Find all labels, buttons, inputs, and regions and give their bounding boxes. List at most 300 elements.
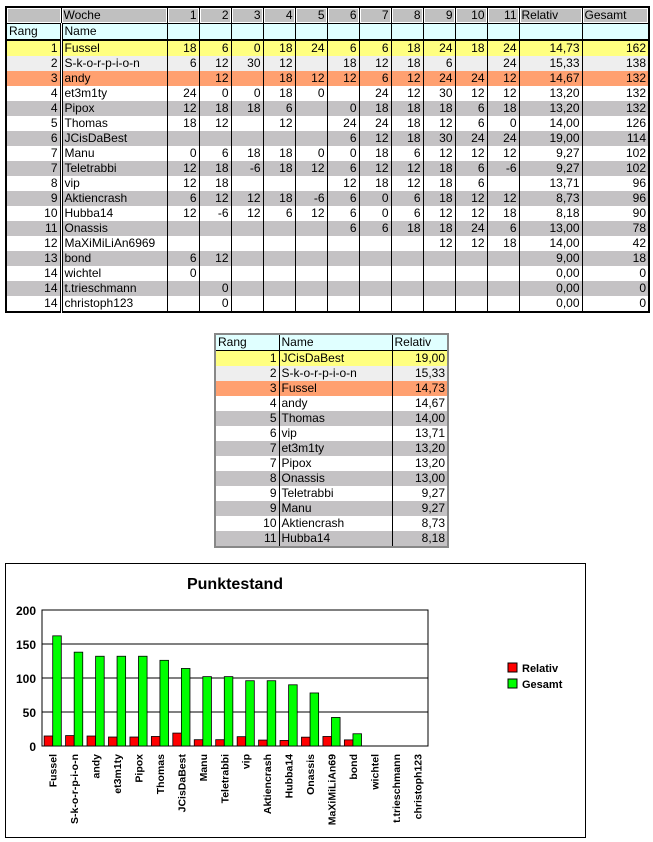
week-5-cell[interactable] bbox=[295, 236, 327, 251]
gesamt-cell[interactable]: 102 bbox=[582, 161, 649, 176]
week-2-cell[interactable]: 12 bbox=[199, 251, 231, 266]
week-2-cell[interactable]: 12 bbox=[199, 56, 231, 71]
week-8-cell[interactable]: 18 bbox=[391, 56, 423, 71]
week-10-cell[interactable]: 6 bbox=[455, 101, 487, 116]
week-3-cell[interactable]: 0 bbox=[231, 40, 263, 56]
week-2-cell[interactable]: -6 bbox=[199, 206, 231, 221]
week-2-cell[interactable] bbox=[199, 266, 231, 281]
week-4-cell[interactable]: 18 bbox=[263, 86, 295, 101]
week-7-cell[interactable]: 0 bbox=[359, 206, 391, 221]
week-1-cell[interactable] bbox=[167, 236, 199, 251]
week-7-cell[interactable]: 6 bbox=[359, 71, 391, 86]
relativ-cell[interactable]: 8,73 bbox=[519, 191, 582, 206]
relativ-cell[interactable]: 13,20 bbox=[519, 86, 582, 101]
name-cell[interactable]: JCisDaBest bbox=[61, 131, 167, 146]
week-1-cell[interactable]: 6 bbox=[167, 191, 199, 206]
relativ-cell[interactable]: 13,00 bbox=[519, 221, 582, 236]
week-7-cell[interactable]: 24 bbox=[359, 86, 391, 101]
week-4-cell[interactable] bbox=[263, 236, 295, 251]
week-3-cell[interactable] bbox=[231, 221, 263, 236]
week-2-cell[interactable]: 0 bbox=[199, 281, 231, 296]
week-6-cell[interactable] bbox=[327, 266, 359, 281]
week-4-cell[interactable]: 12 bbox=[263, 56, 295, 71]
header-empty[interactable] bbox=[231, 24, 263, 41]
relativ-cell[interactable]: 14,67 bbox=[519, 71, 582, 86]
name-cell[interactable]: Thomas bbox=[61, 116, 167, 131]
relativ-cell[interactable]: 9,27 bbox=[392, 486, 448, 501]
week-6-cell[interactable] bbox=[327, 251, 359, 266]
week-10-cell[interactable]: 6 bbox=[455, 161, 487, 176]
week-7-cell[interactable]: 6 bbox=[359, 40, 391, 56]
week-1-cell[interactable]: 0 bbox=[167, 146, 199, 161]
week-8-cell[interactable]: 18 bbox=[391, 131, 423, 146]
header-name[interactable]: Name bbox=[61, 24, 167, 41]
relativ-cell[interactable]: 9,00 bbox=[519, 251, 582, 266]
header-week-11[interactable]: 11 bbox=[487, 7, 519, 24]
week-5-cell[interactable] bbox=[295, 131, 327, 146]
rang-cell[interactable]: 2 bbox=[6, 56, 61, 71]
relativ-cell[interactable]: 0,00 bbox=[519, 296, 582, 312]
week-5-cell[interactable] bbox=[295, 56, 327, 71]
name-cell[interactable]: MaXiMiLiAn6969 bbox=[61, 236, 167, 251]
week-6-cell[interactable]: 6 bbox=[327, 40, 359, 56]
week-6-cell[interactable] bbox=[327, 86, 359, 101]
gesamt-cell[interactable]: 162 bbox=[582, 40, 649, 56]
relativ-cell[interactable]: 14,67 bbox=[392, 396, 448, 411]
week-4-cell[interactable]: 18 bbox=[263, 146, 295, 161]
header-week-2[interactable]: 2 bbox=[199, 7, 231, 24]
week-2-cell[interactable]: 6 bbox=[199, 40, 231, 56]
name-cell[interactable]: wichtel bbox=[61, 266, 167, 281]
rang-cell[interactable]: 3 bbox=[6, 71, 61, 86]
header-relativ[interactable]: Relativ bbox=[392, 334, 448, 351]
week-10-cell[interactable]: 18 bbox=[455, 40, 487, 56]
rang-cell[interactable]: 8 bbox=[215, 471, 279, 486]
week-7-cell[interactable] bbox=[359, 251, 391, 266]
week-9-cell[interactable]: 18 bbox=[423, 176, 455, 191]
week-9-cell[interactable] bbox=[423, 251, 455, 266]
name-cell[interactable]: t.trieschmann bbox=[61, 281, 167, 296]
rang-cell[interactable]: 8 bbox=[6, 176, 61, 191]
name-cell[interactable]: Aktiencrash bbox=[279, 516, 392, 531]
week-7-cell[interactable]: 18 bbox=[359, 101, 391, 116]
week-3-cell[interactable]: -6 bbox=[231, 161, 263, 176]
rang-cell[interactable]: 11 bbox=[6, 221, 61, 236]
week-4-cell[interactable]: 18 bbox=[263, 40, 295, 56]
week-2-cell[interactable]: 12 bbox=[199, 116, 231, 131]
gesamt-cell[interactable]: 78 bbox=[582, 221, 649, 236]
rang-cell[interactable]: 6 bbox=[215, 426, 279, 441]
week-5-cell[interactable] bbox=[295, 281, 327, 296]
week-3-cell[interactable] bbox=[231, 176, 263, 191]
week-6-cell[interactable]: 0 bbox=[327, 146, 359, 161]
name-cell[interactable]: JCisDaBest bbox=[279, 351, 392, 367]
relativ-cell[interactable]: 0,00 bbox=[519, 266, 582, 281]
week-9-cell[interactable]: 18 bbox=[423, 101, 455, 116]
week-9-cell[interactable] bbox=[423, 281, 455, 296]
week-7-cell[interactable] bbox=[359, 296, 391, 312]
week-1-cell[interactable]: 0 bbox=[167, 266, 199, 281]
name-cell[interactable]: Hubba14 bbox=[279, 531, 392, 547]
week-7-cell[interactable] bbox=[359, 266, 391, 281]
gesamt-cell[interactable]: 96 bbox=[582, 191, 649, 206]
header-empty[interactable] bbox=[263, 24, 295, 41]
header-blank[interactable] bbox=[6, 7, 61, 24]
week-7-cell[interactable]: 0 bbox=[359, 191, 391, 206]
week-7-cell[interactable] bbox=[359, 281, 391, 296]
week-3-cell[interactable]: 0 bbox=[231, 86, 263, 101]
week-4-cell[interactable] bbox=[263, 131, 295, 146]
week-5-cell[interactable] bbox=[295, 251, 327, 266]
relativ-cell[interactable]: 9,27 bbox=[519, 146, 582, 161]
week-3-cell[interactable]: 18 bbox=[231, 101, 263, 116]
week-6-cell[interactable]: 6 bbox=[327, 131, 359, 146]
gesamt-cell[interactable]: 18 bbox=[582, 251, 649, 266]
week-7-cell[interactable]: 6 bbox=[359, 221, 391, 236]
week-11-cell[interactable]: 12 bbox=[487, 146, 519, 161]
week-8-cell[interactable]: 6 bbox=[391, 206, 423, 221]
gesamt-cell[interactable]: 0 bbox=[582, 281, 649, 296]
header-week-1[interactable]: 1 bbox=[167, 7, 199, 24]
week-11-cell[interactable] bbox=[487, 266, 519, 281]
week-11-cell[interactable]: 24 bbox=[487, 56, 519, 71]
week-4-cell[interactable] bbox=[263, 176, 295, 191]
relativ-cell[interactable]: 14,73 bbox=[392, 381, 448, 396]
week-2-cell[interactable]: 0 bbox=[199, 296, 231, 312]
week-3-cell[interactable] bbox=[231, 281, 263, 296]
header-empty[interactable] bbox=[423, 24, 455, 41]
rang-cell[interactable]: 4 bbox=[215, 396, 279, 411]
week-1-cell[interactable]: 12 bbox=[167, 101, 199, 116]
week-5-cell[interactable] bbox=[295, 101, 327, 116]
week-1-cell[interactable]: 24 bbox=[167, 86, 199, 101]
week-11-cell[interactable]: -6 bbox=[487, 161, 519, 176]
week-8-cell[interactable]: 18 bbox=[391, 101, 423, 116]
week-9-cell[interactable]: 18 bbox=[423, 221, 455, 236]
header-empty[interactable] bbox=[487, 24, 519, 41]
week-3-cell[interactable] bbox=[231, 131, 263, 146]
gesamt-cell[interactable]: 132 bbox=[582, 101, 649, 116]
name-cell[interactable]: S-k-o-r-p-i-o-n bbox=[279, 366, 392, 381]
week-5-cell[interactable]: 12 bbox=[295, 206, 327, 221]
week-10-cell[interactable]: 12 bbox=[455, 86, 487, 101]
week-5-cell[interactable]: 24 bbox=[295, 40, 327, 56]
week-6-cell[interactable]: 18 bbox=[327, 56, 359, 71]
week-11-cell[interactable]: 0 bbox=[487, 116, 519, 131]
week-10-cell[interactable]: 6 bbox=[455, 176, 487, 191]
rang-cell[interactable]: 9 bbox=[6, 191, 61, 206]
rang-cell[interactable]: 7 bbox=[215, 441, 279, 456]
name-cell[interactable]: vip bbox=[61, 176, 167, 191]
rang-cell[interactable]: 4 bbox=[6, 101, 61, 116]
header-name[interactable]: Name bbox=[279, 334, 392, 351]
rang-cell[interactable]: 5 bbox=[215, 411, 279, 426]
week-7-cell[interactable]: 12 bbox=[359, 56, 391, 71]
week-9-cell[interactable] bbox=[423, 266, 455, 281]
week-4-cell[interactable]: 18 bbox=[263, 71, 295, 86]
header-empty[interactable] bbox=[167, 24, 199, 41]
header-empty[interactable] bbox=[391, 24, 423, 41]
week-3-cell[interactable]: 12 bbox=[231, 191, 263, 206]
week-9-cell[interactable] bbox=[423, 296, 455, 312]
week-3-cell[interactable] bbox=[231, 251, 263, 266]
week-1-cell[interactable]: 12 bbox=[167, 161, 199, 176]
relativ-cell[interactable]: 14,73 bbox=[519, 40, 582, 56]
gesamt-cell[interactable]: 132 bbox=[582, 71, 649, 86]
rang-cell[interactable]: 7 bbox=[215, 456, 279, 471]
header-week-7[interactable]: 7 bbox=[359, 7, 391, 24]
week-7-cell[interactable]: 12 bbox=[359, 161, 391, 176]
week-8-cell[interactable]: 12 bbox=[391, 86, 423, 101]
week-5-cell[interactable]: 0 bbox=[295, 146, 327, 161]
week-10-cell[interactable] bbox=[455, 251, 487, 266]
week-2-cell[interactable]: 12 bbox=[199, 191, 231, 206]
week-10-cell[interactable] bbox=[455, 266, 487, 281]
gesamt-cell[interactable]: 42 bbox=[582, 236, 649, 251]
week-9-cell[interactable]: 18 bbox=[423, 161, 455, 176]
week-3-cell[interactable] bbox=[231, 296, 263, 312]
week-7-cell[interactable]: 12 bbox=[359, 131, 391, 146]
header-rang[interactable]: Rang bbox=[215, 334, 279, 351]
rang-cell[interactable]: 12 bbox=[6, 236, 61, 251]
week-1-cell[interactable]: 12 bbox=[167, 206, 199, 221]
week-11-cell[interactable] bbox=[487, 296, 519, 312]
name-cell[interactable]: bond bbox=[61, 251, 167, 266]
week-6-cell[interactable]: 12 bbox=[327, 71, 359, 86]
week-4-cell[interactable] bbox=[263, 281, 295, 296]
header-empty[interactable] bbox=[455, 24, 487, 41]
week-6-cell[interactable]: 24 bbox=[327, 116, 359, 131]
week-5-cell[interactable] bbox=[295, 266, 327, 281]
gesamt-cell[interactable]: 0 bbox=[582, 266, 649, 281]
week-5-cell[interactable] bbox=[295, 221, 327, 236]
week-9-cell[interactable]: 18 bbox=[423, 191, 455, 206]
header-week-9[interactable]: 9 bbox=[423, 7, 455, 24]
week-5-cell[interactable] bbox=[295, 296, 327, 312]
week-8-cell[interactable] bbox=[391, 296, 423, 312]
rang-cell[interactable]: 11 bbox=[215, 531, 279, 547]
week-1-cell[interactable] bbox=[167, 296, 199, 312]
week-1-cell[interactable] bbox=[167, 221, 199, 236]
week-8-cell[interactable]: 6 bbox=[391, 146, 423, 161]
week-11-cell[interactable]: 18 bbox=[487, 206, 519, 221]
week-9-cell[interactable]: 12 bbox=[423, 146, 455, 161]
gesamt-cell[interactable]: 0 bbox=[582, 296, 649, 312]
rang-cell[interactable]: 4 bbox=[6, 86, 61, 101]
name-cell[interactable]: Pipox bbox=[279, 456, 392, 471]
relativ-cell[interactable]: 14,00 bbox=[519, 236, 582, 251]
week-4-cell[interactable]: 6 bbox=[263, 101, 295, 116]
week-1-cell[interactable] bbox=[167, 71, 199, 86]
name-cell[interactable]: Aktiencrash bbox=[61, 191, 167, 206]
name-cell[interactable]: Pipox bbox=[61, 101, 167, 116]
header-week-3[interactable]: 3 bbox=[231, 7, 263, 24]
name-cell[interactable]: Fussel bbox=[279, 381, 392, 396]
rang-cell[interactable]: 7 bbox=[6, 161, 61, 176]
week-1-cell[interactable] bbox=[167, 131, 199, 146]
week-6-cell[interactable]: 6 bbox=[327, 161, 359, 176]
week-4-cell[interactable] bbox=[263, 296, 295, 312]
week-4-cell[interactable]: 6 bbox=[263, 206, 295, 221]
name-cell[interactable]: Manu bbox=[61, 146, 167, 161]
rang-cell[interactable]: 13 bbox=[6, 251, 61, 266]
week-8-cell[interactable] bbox=[391, 236, 423, 251]
rang-cell[interactable]: 7 bbox=[6, 146, 61, 161]
week-4-cell[interactable] bbox=[263, 251, 295, 266]
week-8-cell[interactable]: 6 bbox=[391, 191, 423, 206]
header-empty[interactable] bbox=[295, 24, 327, 41]
gesamt-cell[interactable]: 138 bbox=[582, 56, 649, 71]
gesamt-cell[interactable]: 96 bbox=[582, 176, 649, 191]
relativ-cell[interactable]: 19,00 bbox=[519, 131, 582, 146]
gesamt-cell[interactable]: 114 bbox=[582, 131, 649, 146]
week-8-cell[interactable]: 12 bbox=[391, 71, 423, 86]
header-empty[interactable] bbox=[359, 24, 391, 41]
relativ-cell[interactable]: 15,33 bbox=[519, 56, 582, 71]
header-week-8[interactable]: 8 bbox=[391, 7, 423, 24]
relativ-cell[interactable]: 13,20 bbox=[392, 441, 448, 456]
relativ-cell[interactable]: 13,00 bbox=[392, 471, 448, 486]
relativ-cell[interactable]: 15,33 bbox=[392, 366, 448, 381]
rang-cell[interactable]: 1 bbox=[215, 351, 279, 367]
relativ-cell[interactable]: 13,20 bbox=[392, 456, 448, 471]
relativ-cell[interactable]: 0,00 bbox=[519, 281, 582, 296]
week-9-cell[interactable]: 12 bbox=[423, 236, 455, 251]
week-10-cell[interactable]: 24 bbox=[455, 71, 487, 86]
gesamt-cell[interactable]: 126 bbox=[582, 116, 649, 131]
week-8-cell[interactable] bbox=[391, 281, 423, 296]
header-gesamt[interactable]: Gesamt bbox=[582, 7, 649, 24]
week-2-cell[interactable] bbox=[199, 236, 231, 251]
week-10-cell[interactable]: 12 bbox=[455, 206, 487, 221]
name-cell[interactable]: S-k-o-r-p-i-o-n bbox=[61, 56, 167, 71]
week-1-cell[interactable]: 6 bbox=[167, 251, 199, 266]
week-10-cell[interactable]: 24 bbox=[455, 131, 487, 146]
week-2-cell[interactable]: 6 bbox=[199, 146, 231, 161]
week-9-cell[interactable]: 30 bbox=[423, 131, 455, 146]
week-11-cell[interactable]: 18 bbox=[487, 236, 519, 251]
name-cell[interactable]: christoph123 bbox=[61, 296, 167, 312]
week-9-cell[interactable]: 30 bbox=[423, 86, 455, 101]
week-11-cell[interactable]: 12 bbox=[487, 86, 519, 101]
gesamt-cell[interactable]: 132 bbox=[582, 86, 649, 101]
relativ-cell[interactable]: 14,00 bbox=[519, 116, 582, 131]
week-8-cell[interactable]: 18 bbox=[391, 116, 423, 131]
week-1-cell[interactable] bbox=[167, 281, 199, 296]
week-3-cell[interactable] bbox=[231, 266, 263, 281]
week-5-cell[interactable]: 12 bbox=[295, 161, 327, 176]
week-2-cell[interactable]: 0 bbox=[199, 86, 231, 101]
header-empty[interactable] bbox=[582, 24, 649, 41]
week-10-cell[interactable] bbox=[455, 296, 487, 312]
relativ-cell[interactable]: 13,71 bbox=[392, 426, 448, 441]
week-3-cell[interactable] bbox=[231, 116, 263, 131]
gesamt-cell[interactable]: 102 bbox=[582, 146, 649, 161]
week-2-cell[interactable] bbox=[199, 131, 231, 146]
week-3-cell[interactable] bbox=[231, 236, 263, 251]
relativ-cell[interactable]: 14,00 bbox=[392, 411, 448, 426]
rang-cell[interactable]: 14 bbox=[6, 281, 61, 296]
relativ-cell[interactable]: 8,18 bbox=[519, 206, 582, 221]
week-11-cell[interactable]: 24 bbox=[487, 131, 519, 146]
week-6-cell[interactable]: 0 bbox=[327, 101, 359, 116]
rang-cell[interactable]: 9 bbox=[215, 486, 279, 501]
relativ-cell[interactable]: 9,27 bbox=[392, 501, 448, 516]
name-cell[interactable]: Manu bbox=[279, 501, 392, 516]
week-11-cell[interactable]: 6 bbox=[487, 221, 519, 236]
week-3-cell[interactable]: 18 bbox=[231, 146, 263, 161]
name-cell[interactable]: Teletrabbi bbox=[279, 486, 392, 501]
week-5-cell[interactable] bbox=[295, 176, 327, 191]
header-week-5[interactable]: 5 bbox=[295, 7, 327, 24]
week-4-cell[interactable]: 18 bbox=[263, 161, 295, 176]
rang-cell[interactable]: 5 bbox=[6, 116, 61, 131]
header-empty[interactable] bbox=[327, 24, 359, 41]
week-9-cell[interactable]: 24 bbox=[423, 40, 455, 56]
rang-cell[interactable]: 14 bbox=[6, 296, 61, 312]
relativ-cell[interactable]: 8,73 bbox=[392, 516, 448, 531]
rang-cell[interactable]: 1 bbox=[6, 40, 61, 56]
week-10-cell[interactable]: 24 bbox=[455, 221, 487, 236]
week-11-cell[interactable] bbox=[487, 251, 519, 266]
week-8-cell[interactable]: 18 bbox=[391, 221, 423, 236]
relativ-cell[interactable]: 9,27 bbox=[519, 161, 582, 176]
week-7-cell[interactable]: 18 bbox=[359, 176, 391, 191]
relativ-cell[interactable]: 13,20 bbox=[519, 101, 582, 116]
relativ-cell[interactable]: 13,71 bbox=[519, 176, 582, 191]
header-rang[interactable]: Rang bbox=[6, 24, 61, 41]
week-11-cell[interactable]: 12 bbox=[487, 191, 519, 206]
week-9-cell[interactable]: 12 bbox=[423, 206, 455, 221]
week-9-cell[interactable]: 12 bbox=[423, 116, 455, 131]
header-relativ[interactable]: Relativ bbox=[519, 7, 582, 24]
week-9-cell[interactable]: 24 bbox=[423, 71, 455, 86]
week-6-cell[interactable]: 6 bbox=[327, 206, 359, 221]
week-3-cell[interactable]: 30 bbox=[231, 56, 263, 71]
name-cell[interactable]: Onassis bbox=[61, 221, 167, 236]
week-2-cell[interactable]: 18 bbox=[199, 176, 231, 191]
week-1-cell[interactable]: 12 bbox=[167, 176, 199, 191]
week-6-cell[interactable]: 6 bbox=[327, 221, 359, 236]
rang-cell[interactable]: 14 bbox=[6, 266, 61, 281]
gesamt-cell[interactable]: 90 bbox=[582, 206, 649, 221]
week-10-cell[interactable]: 12 bbox=[455, 236, 487, 251]
week-5-cell[interactable]: -6 bbox=[295, 191, 327, 206]
week-4-cell[interactable]: 12 bbox=[263, 116, 295, 131]
header-week-6[interactable]: 6 bbox=[327, 7, 359, 24]
header-week-10[interactable]: 10 bbox=[455, 7, 487, 24]
name-cell[interactable]: Hubba14 bbox=[61, 206, 167, 221]
name-cell[interactable]: andy bbox=[279, 396, 392, 411]
header-woche[interactable]: Woche bbox=[61, 7, 167, 24]
header-week-4[interactable]: 4 bbox=[263, 7, 295, 24]
name-cell[interactable]: Teletrabbi bbox=[61, 161, 167, 176]
name-cell[interactable]: et3m1ty bbox=[279, 441, 392, 456]
name-cell[interactable]: andy bbox=[61, 71, 167, 86]
week-10-cell[interactable]: 12 bbox=[455, 191, 487, 206]
week-5-cell[interactable]: 0 bbox=[295, 86, 327, 101]
name-cell[interactable]: Thomas bbox=[279, 411, 392, 426]
rang-cell[interactable]: 10 bbox=[215, 516, 279, 531]
week-7-cell[interactable]: 24 bbox=[359, 116, 391, 131]
week-1-cell[interactable]: 18 bbox=[167, 116, 199, 131]
week-10-cell[interactable] bbox=[455, 281, 487, 296]
week-11-cell[interactable] bbox=[487, 281, 519, 296]
week-11-cell[interactable]: 18 bbox=[487, 101, 519, 116]
week-7-cell[interactable]: 18 bbox=[359, 146, 391, 161]
week-1-cell[interactable]: 6 bbox=[167, 56, 199, 71]
header-empty[interactable] bbox=[199, 24, 231, 41]
